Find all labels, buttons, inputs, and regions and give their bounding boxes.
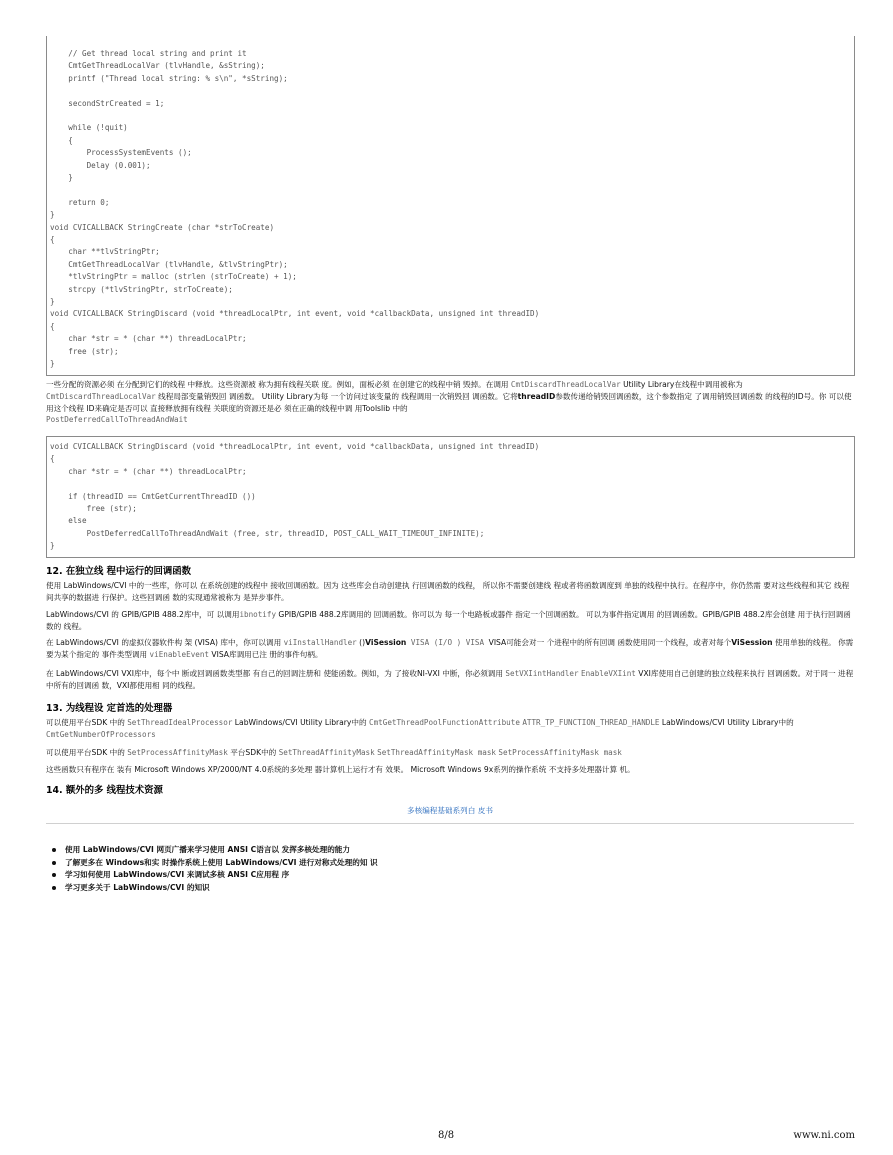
code-ref: viEnableEvent <box>149 649 209 659</box>
code-ref: CmtDiscardThreadLocalVar <box>46 391 156 401</box>
para-text: 使用单独的线程。 你需要为某个指定的 事件类型调用 <box>46 638 854 659</box>
list-item-label: 使用 LabWindows/CVI 网页广播来学习使用 ANSI C语言以 发挥多核处理的能力 <box>65 845 350 854</box>
list-item[interactable] <box>52 844 378 857</box>
code-line: { <box>50 135 73 145</box>
code-line: CmtGetThreadLocalVar (tlvHandle, &sString); <box>50 61 265 71</box>
code-ref: SetThreadAffinityMask mask <box>377 748 496 757</box>
bullet-icon <box>52 848 56 852</box>
code-line: Delay (0.001); <box>50 160 151 170</box>
code-ref: SetProcessAffinityMask mask <box>498 748 622 757</box>
code-line: strcpy (*tlvStringPtr, strToCreate); <box>50 284 233 294</box>
thread-affinity-paragraph <box>46 379 854 426</box>
list-item-label: 学习如何使用 LabWindows/CVI 来调试多核 ANSI C应用程 序 <box>65 870 290 880</box>
code-line: } <box>50 541 55 551</box>
code-line: char *str = * (char **) threadLocalPtr; <box>50 334 247 344</box>
code-line: } <box>50 173 73 182</box>
code-block-1 <box>46 36 855 376</box>
page-number: 8/8 <box>438 1130 455 1141</box>
code-line: { <box>50 321 55 331</box>
section-12-heading: 12. 在独立线 程中运行的回调函数 <box>46 566 192 577</box>
para-text: LabWindows/CVI Utility Library中的 <box>232 718 370 727</box>
para-text: 在 LabWindows/CVI VXI库中，每个中 断或回调函数类型都 有自己的回调注册和 使能函数。例如，为 了接收NI-VXI 中断，你必须调用 <box>46 669 506 678</box>
list-item[interactable] <box>52 882 378 895</box>
code-ref: SetVXIintHandler <box>505 669 579 678</box>
para-text: LabWindows/CVI 的 GPIB/GPIB 488.2库中，可 以调用 <box>46 610 240 619</box>
code-line: char *str = * (char **) threadLocalPtr; <box>50 466 247 476</box>
code-line: if (threadID == CmtGetCurrentThreadID ()) <box>50 491 256 501</box>
section-12-paragraph-2 <box>46 609 854 633</box>
code-ref: PostDeferredCallToThreadAndWait <box>46 415 188 425</box>
code-line: void CVICALLBACK StringCreate (char *strToCreate) <box>50 222 275 232</box>
section-12-paragraph-1: 使用 LabWindows/CVI 中的一些库，你可以 在系统创建的线程中 接收回调函数。因为 这些库会自动创建执 行回调函数的线程， 所以你不需要创建线 程或者将函数调度到 单独的线程中执行。在程序中，你仍然需 要对这些线程和其它 线程间共享的数据进 行保护。这些回调函 数的实现通常被称为 是异步事件。 <box>46 581 850 602</box>
code-ref: SetThreadIdealProcessor <box>127 718 233 727</box>
site-url: www.ni.com <box>793 1130 855 1141</box>
code-line: PostDeferredCallToThreadAndWait (free, str, threadID, POST_CALL_WAIT_TIMEOUT_INFINITE); <box>50 528 485 538</box>
section-13-paragraph-3: 这些函数只有程序在 装有 Microsoft Windows XP/2000/NT 4.0系统的多处理 器计算机上运行才有 效果。 Microsoft Windows 9x系列的操作系统 不支持多处理器计算 机。 <box>46 765 635 774</box>
code-line: *tlvStringPtr = malloc (strlen (strToCreate) + 1); <box>50 272 297 282</box>
para-text: 线程局部变量销毁回 调函数。 Utility Library为每 一个访问过该变量的 线程调用一次销毁回 调函数。它将 <box>155 391 518 401</box>
section-13-paragraph-1 <box>46 717 854 741</box>
code-line: printf ("Thread local string: % s\n", *sString); <box>50 73 288 83</box>
code-line: } <box>50 210 55 220</box>
code-ref: ibnotify <box>239 610 277 619</box>
code-line: char **tlvStringPtr; <box>50 247 160 257</box>
divider <box>46 823 854 824</box>
para-text: Utility Library在线程中调用被称为 <box>620 380 743 389</box>
code-line: { <box>50 454 55 464</box>
code-line: CmtGetThreadLocalVar (tlvHandle, &tlvStringPtr); <box>50 259 288 269</box>
code-line: { <box>50 235 55 244</box>
bullet-icon <box>52 861 56 865</box>
code-line: ProcessSystemEvents (); <box>50 148 192 158</box>
code-ref: CmtGetThreadPoolFunctionAttribute <box>369 718 520 727</box>
code-ref: ATTR_TP_FUNCTION_THREAD_HANDLE <box>522 718 660 727</box>
para-text: 平台SDK中的 <box>227 748 279 757</box>
whitepaper-series-link[interactable]: 多核编程基础系列白 皮书 <box>407 806 493 815</box>
para-text: 可以使用平台SDK 中的 <box>46 718 128 727</box>
code-ref: EnableVXIint <box>581 669 636 678</box>
para-text: 参数传递给销毁回调函数，这个参数指定 了调用销毁回调函数 的线程的ID号。你 可以使用这个线程 ID来确定是否可以 直接释放拥有线程 关联度的资源还是必 须在正确的线程中调 用Toolslib 中的 <box>46 391 852 413</box>
section-12-paragraph-3 <box>46 637 854 661</box>
para-text: 可以使用平台SDK 中的 <box>46 748 128 757</box>
code-ref: SetProcessAffinityMask <box>127 748 228 757</box>
list-item[interactable] <box>52 869 378 882</box>
bullet-icon <box>52 873 56 877</box>
section-14-heading: 14. 额外的多 线程技术资源 <box>46 785 163 796</box>
list-item-label: 学习更多关于 LabWindows/CVI 的知识 <box>65 882 210 892</box>
code-line: free (str); <box>50 346 119 356</box>
para-text: () <box>356 638 366 647</box>
code-line: void CVICALLBACK StringDiscard (void *threadLocalPtr, int event, void *callbackData, unsigned int threadID) <box>50 309 540 319</box>
para-text: VISA可能会对一 个进程中的所有回调 函数使用同一个线程，或者对每个 <box>488 638 732 647</box>
code-line: secondStrCreated = 1; <box>50 98 165 108</box>
para-text: 在 LabWindows/CVI 的虚拟仪器软件构 架 (VISA) 库中，你可以调用 <box>46 638 284 647</box>
bold-term: threadID <box>517 391 556 401</box>
code-line: free (str); <box>50 504 137 513</box>
code-line: // Get thread local string and print it <box>50 49 247 58</box>
para-text: GPIB/GPIB 488.2库调用的 回调函数。你可以为 每一个电路板或器件 指定一个回调函数。 可以为事件指定调用 的回调函数。GPIB/GPIB 488.2库会创建 用于执行回调函数的 线程。 <box>46 610 851 631</box>
code-line: while (!quit) <box>50 123 128 133</box>
code-line: } <box>50 297 55 306</box>
bullet-icon <box>52 886 56 890</box>
code-line: else <box>50 516 87 526</box>
list-item[interactable] <box>52 857 378 870</box>
code-ref: CmtDiscardThreadLocalVar <box>510 380 621 389</box>
code-line: void CVICALLBACK StringDiscard (void *threadLocalPtr, int event, void *callbackData, unsigned int threadID) <box>50 442 540 451</box>
list-item-label: 了解更多在 Windows和实 时操作系统上使用 LabWindows/CVI 进行对称式处理的知 识 <box>65 857 378 867</box>
para-text: VXI库使用自己创建的独立线程来执行 回调函数。对于同一 进程中所有的回调函 数，VXI都使用相 同的线程。 <box>46 669 854 690</box>
code-ref: SetThreadAffinityMask <box>278 748 375 757</box>
code-line: return 0; <box>50 197 110 207</box>
code-ref: viInstallHandler <box>283 638 357 647</box>
para-text: 一些分配的资源必须 在分配到它们的线程 中释放。这些资源被 称为拥有线程关联 度。例如，面板必须 在创建它的线程中销 毁掉。在调用 <box>46 380 511 389</box>
section-12-paragraph-4 <box>46 668 854 692</box>
resource-list <box>52 844 378 894</box>
para-text: LabWindows/CVI Utility Library中的 <box>659 718 794 727</box>
section-13-heading: 13. 为线程设 定首选的处理器 <box>46 703 173 714</box>
bold-term: ViSession <box>731 638 773 647</box>
code-ref: CmtGetNumberOfProcessors <box>46 729 156 739</box>
para-text: VISA库调用已注 册的事件句柄。 <box>208 649 323 659</box>
code-ref: VISA (I/O ) VISA <box>406 638 489 647</box>
section-13-paragraph-2 <box>46 747 854 759</box>
code-line: } <box>50 359 55 368</box>
bold-term: ViSession <box>365 638 407 647</box>
